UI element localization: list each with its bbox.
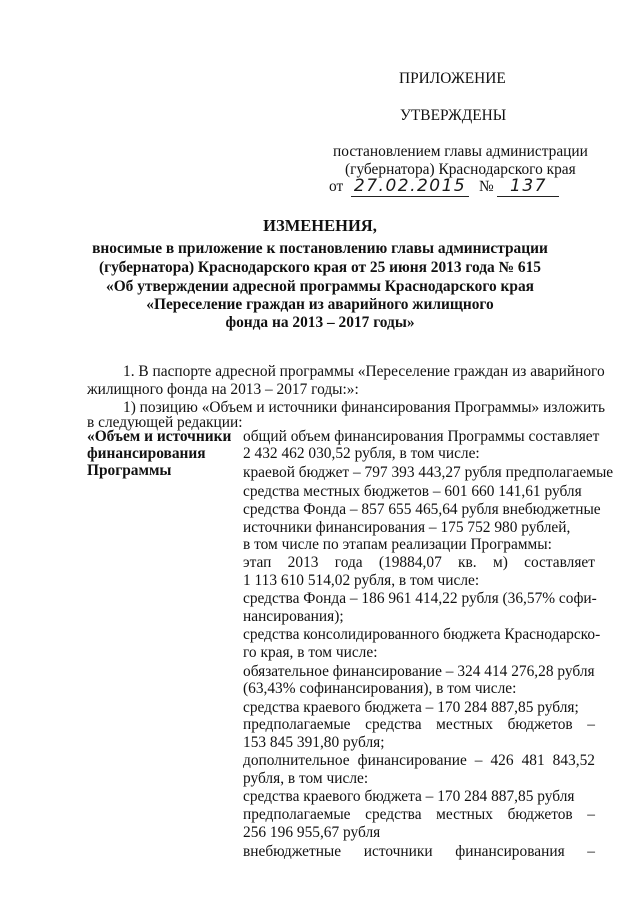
date-number-line — [329, 176, 559, 197]
content-line: 256 196 955,67 рубля — [243, 824, 381, 841]
content-line: го края, в том числе: — [243, 644, 378, 661]
doc-title-line5: фонда на 2013 – 2017 годы» — [225, 314, 415, 331]
approved-label: УТВЕРЖДЕНЫ — [400, 107, 507, 124]
financing-row-label — [87, 428, 235, 479]
approved-by-line1: постановлением главы администрации — [333, 143, 588, 160]
content-line: дополнительное финансирование – 426 481 843,52 — [243, 752, 595, 769]
doc-title-line4: «Переселение граждан из аварийного жилищного — [146, 296, 494, 313]
content-line: рубля, в том числе: — [243, 770, 369, 787]
content-line: 153 845 391,80 рубля; — [243, 734, 385, 751]
content-line: обязательное финансирование – 324 414 276,28 рубля — [243, 663, 595, 680]
content-line: 1 113 610 514,02 рубля, в том числе: — [243, 572, 480, 589]
content-line: внебюджетные источники финансирования – — [243, 843, 595, 860]
paragraph-1-line2: жилищного фонда на 2013 – 2017 годы:»: — [87, 381, 359, 398]
doc-heading: ИЗМЕНЕНИЯ, — [263, 216, 377, 235]
content-line: этап 2013 года (19884,07 кв. м) составляет — [243, 554, 595, 571]
paragraph-2-line1: 1) позицию «Объем и источники финансирования Программы» изложить — [123, 399, 606, 416]
appendix-label: ПРИЛОЖЕНИЕ — [399, 70, 506, 87]
content-line: средства Фонда – 186 961 414,22 рубля (36,57% софи- — [243, 590, 597, 607]
content-line: источники финансирования – 175 752 980 рублей, — [243, 519, 571, 536]
date-field — [351, 176, 469, 197]
paragraph-1-line1: 1. В паспорте адресной программы «Переселение граждан из аварийного — [123, 363, 605, 380]
content-line: предполагаемые средства местных бюджетов – — [243, 806, 595, 823]
approved-by-line2: (губернатора) Краснодарского края — [345, 161, 576, 178]
content-line: средства краевого бюджета – 170 284 887,85 рубля — [243, 788, 575, 805]
content-line: 2 432 462 030,52 рубля, в том числе: — [243, 445, 480, 462]
content-line: средства местных бюджетов – 601 660 141,61 рубля — [243, 483, 582, 500]
number-label: № — [478, 178, 494, 195]
date-handwritten: 27.02.2015 — [353, 176, 467, 196]
content-line: средства Фонда – 857 655 465,64 рубля внебюджетные — [243, 501, 601, 518]
content-line: в том числе по этапам реализации Программы: — [243, 536, 552, 553]
content-line: средства консолидированного бюджета Краснодарско- — [243, 626, 601, 643]
content-line: средства краевого бюджета – 170 284 887,85 рубля; — [243, 699, 579, 716]
doc-title-line1: вносимые в приложение к постановлению главы администрации — [92, 240, 548, 257]
number-field — [497, 176, 559, 197]
number-handwritten: 137 — [510, 176, 547, 196]
content-line: (63,43% софинансирования), в том числе: — [243, 680, 517, 697]
doc-title-line2: (губернатора) Краснодарского края от 25 июня 2013 года № 615 — [99, 259, 541, 276]
row-label-line2: финансирования — [87, 445, 206, 462]
content-line: нансирования); — [243, 608, 344, 625]
row-label-line1: «Объем и источники — [87, 428, 232, 445]
row-label-line3: Программы — [87, 462, 172, 479]
content-line: предполагаемые средства местных бюджетов – — [243, 716, 595, 733]
doc-title-line3: «Об утверждении адресной программы Краснодарского края — [106, 278, 534, 295]
paragraph-2-line2: в следующей редакции: — [87, 414, 243, 431]
from-label: от — [329, 178, 344, 195]
content-line: краевой бюджет – 797 393 443,27 рубля предполагаемые — [243, 464, 614, 481]
content-line: общий объем финансирования Программы составляет — [243, 428, 600, 445]
